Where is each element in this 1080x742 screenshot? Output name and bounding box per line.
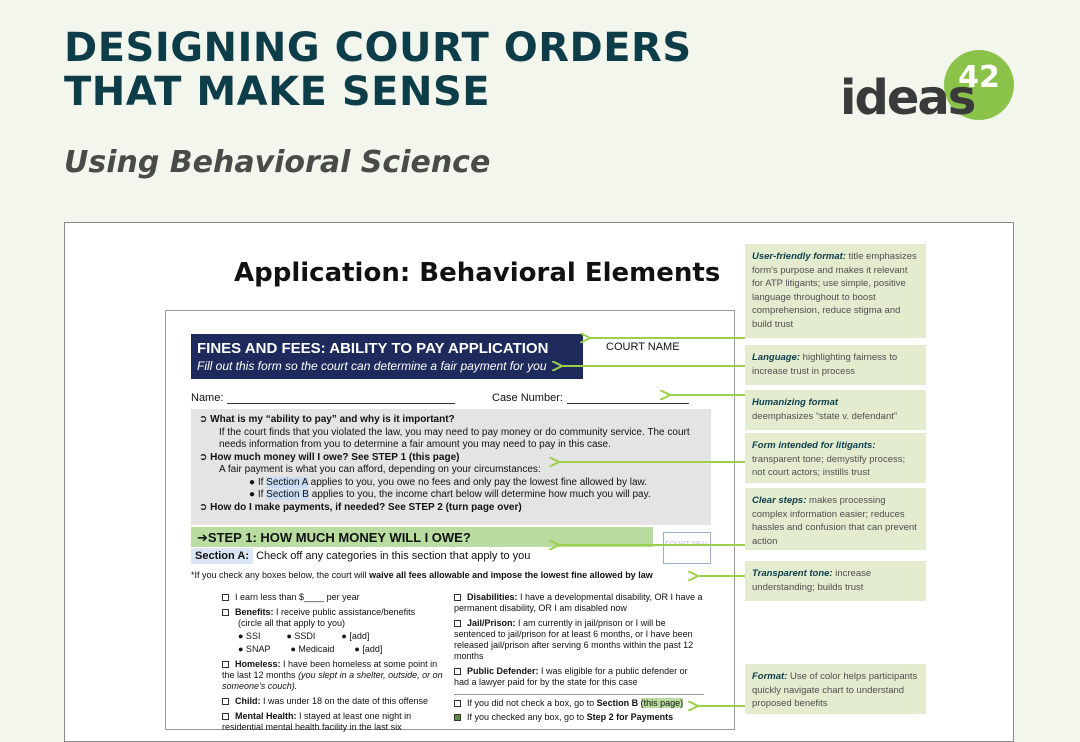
checked-instruction[interactable]: If you checked any box, go to Step 2 for Payments — [454, 712, 704, 723]
faq-question-2: ➲ How much money will I owe? See STEP 1 (this page) — [199, 451, 460, 463]
note-form-for-litigants: Form intended for litigants: transparent tone; demystify process; not court actors; instills trust — [745, 433, 926, 483]
form-banner-subtitle: Fill out this form so the court can determine a fair payment for you — [197, 359, 547, 373]
note-language: Language: highlighting fairness to increase trust in process — [745, 345, 926, 385]
court-seal: COURT SEAL — [663, 532, 711, 564]
logo-number: 42 — [958, 60, 1000, 95]
benefits-checkbox[interactable]: Benefits: I receive public assistance/benefits (circle all that apply to you) ● SSI ● SSDI ● [add] ● SNAP ● Medicaid ● [add] — [222, 607, 444, 655]
faq-answer-1: If the court finds that you violated the law, you may need to pay money or do community service. The court needs information from you to determine a fair amount you may need to pay in this case. — [219, 426, 690, 450]
earn-checkbox[interactable]: I earn less than $____ per year — [222, 592, 444, 603]
jail-prison-checkbox[interactable]: Jail/Prison: I am currently in jail/prison or I will be sentenced to jail/prison for at least 6 months, or I have been released jail/prison after serving 6 months within the past 12 months — [454, 618, 694, 661]
mental-health-checkbox[interactable]: Mental Health: I stayed at least one night in residential mental health facility in the last six — [222, 711, 412, 732]
faq-bullet-1: ● If Section A applies to you, you owe no fees and only pay the lowest fine allowed by law. — [249, 476, 647, 488]
name-label: Name: — [191, 392, 224, 404]
faq-answer-2: A fair payment is what you can afford, depending on your circumstances: — [219, 464, 541, 475]
page-subtitle: Using Behavioral Science — [64, 145, 491, 180]
faq-question-1: ➲ What is my “ability to pay” and why is it important? — [199, 414, 455, 425]
note-format: Format: Use of color helps participants quickly navigate chart to understand proposed benefits — [745, 664, 926, 714]
title-line-1: DESIGNING COURT ORDERS — [64, 25, 692, 71]
waive-notice: *If you check any boxes below, the court will waive all fees allowable and impose the lowest fine allowed by law — [191, 570, 653, 580]
faq-bullet-2: ● If Section B applies to you, the income chart below will determine how much you will pay. — [249, 489, 651, 500]
disabilities-checkbox[interactable]: Disabilities: I have a developmental disability, OR I have a permanent disability, OR I am disabled now — [454, 592, 703, 613]
section-a-text: Check off any categories in this section that apply to you — [256, 550, 531, 562]
form-banner-title: FINES AND FEES: ABILITY TO PAY APPLICATION — [197, 340, 549, 357]
court-name: COURT NAME — [606, 341, 680, 353]
homeless-checkbox[interactable]: Homeless: I have been homeless at some point in the last 12 months (you slept in a shelter, outside, or on someone's couch). — [222, 659, 443, 691]
faq-question-3: ➲ How do I make payments, if needed? See STEP 2 (turn page over) — [199, 501, 522, 513]
note-transparent-tone: Transparent tone: increase understanding; builds trust — [745, 561, 926, 601]
section-a-label: Section A: — [191, 548, 253, 564]
no-check-instruction[interactable]: If you did not check a box, go to Section B (this page) — [454, 698, 704, 709]
public-defender-checkbox[interactable]: Public Defender: I was eligible for a public defender or had a lawyer paid for by the state for this case — [454, 666, 688, 687]
case-number-label: Case Number: — [492, 392, 563, 404]
title-line-2: THAT MAKE SENSE — [64, 69, 491, 115]
note-clear-steps: Clear steps: makes processing complex information easier; reduces hassles and confusion that can prevent action — [745, 488, 926, 550]
logo-word: ideas — [840, 70, 975, 126]
note-humanizing-format: Humanizing format deemphasizes “state v. defendant” — [745, 390, 926, 430]
note-user-friendly-format: User-friendly format: title emphasizes form's purpose and makes it relevant for ATP litigants; use simple, positive language throughout to boost comprehension, reduce stigma and build trust — [745, 244, 926, 338]
step-1-header: ➔STEP 1: HOW MUCH MONEY WILL I OWE? — [191, 527, 653, 547]
child-checkbox[interactable]: Child: I was under 18 on the date of this offense — [222, 696, 444, 707]
panel-heading: Application: Behavioral Elements — [234, 258, 721, 288]
